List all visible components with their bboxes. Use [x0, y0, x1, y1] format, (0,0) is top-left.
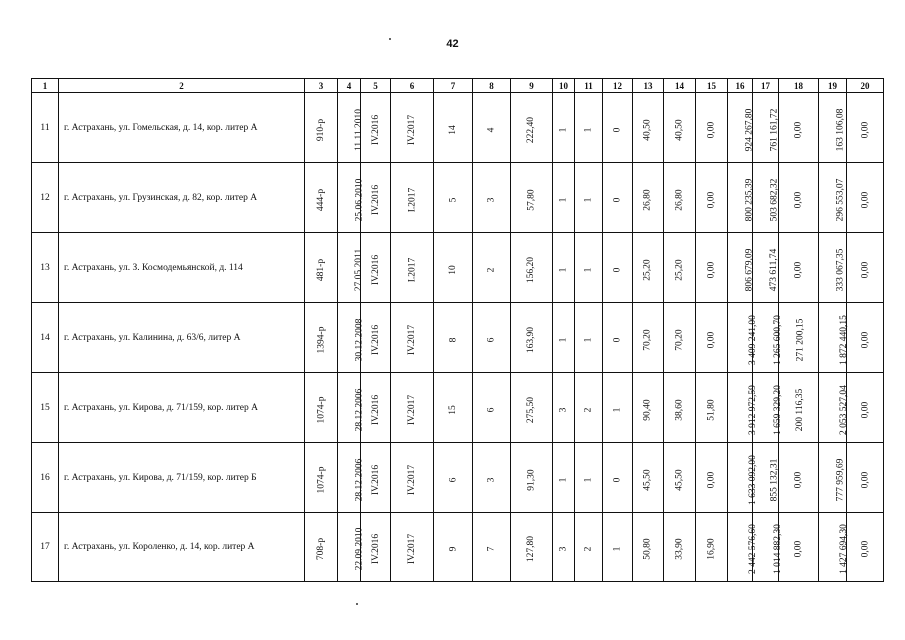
table-cell	[338, 163, 365, 233]
cell-text: 0,00	[860, 471, 870, 488]
table-cell	[633, 303, 664, 373]
cell-text: 91,30	[526, 468, 537, 491]
cell-text: 2	[583, 407, 594, 412]
cell-text: 51,80	[706, 398, 717, 421]
cell-text: 708-р	[315, 537, 326, 561]
cell-text: 1 014 882,30	[772, 524, 783, 574]
cell-text: 0,00	[860, 261, 870, 278]
table-row	[32, 513, 884, 582]
cell-text: 3	[486, 197, 497, 202]
table-cell	[361, 303, 391, 373]
table-cell	[553, 233, 575, 303]
table-cell	[696, 373, 728, 443]
table-cell	[664, 303, 696, 373]
table-cell	[696, 513, 728, 582]
table-cell	[434, 233, 473, 303]
column-header: 20	[847, 79, 884, 93]
table-cell	[696, 443, 728, 513]
cell-text: 27.05.2011	[354, 248, 365, 291]
table-cell	[664, 163, 696, 233]
table-cell	[847, 233, 884, 303]
cell-text: IV.2017	[407, 533, 417, 565]
cell-text: 50,80	[643, 538, 653, 560]
table-row	[32, 373, 884, 443]
cell-text: IV.2016	[371, 254, 382, 285]
table-cell: г. Астрахань, ул. Грузинская, д. 82, кор. литер А	[59, 163, 305, 233]
cell-text: IV.2017	[407, 114, 417, 145]
column-header: 3	[305, 79, 338, 93]
table-cell	[553, 443, 575, 513]
table-cell	[361, 233, 391, 303]
cell-text: 0,00	[706, 471, 717, 488]
column-header: 18	[779, 79, 819, 93]
table-cell	[361, 163, 391, 233]
table-cell	[664, 443, 696, 513]
header-row	[32, 79, 884, 93]
cell-text: 0	[612, 267, 623, 272]
table-cell	[753, 93, 779, 163]
column-header: 14	[664, 79, 696, 93]
table-cell	[575, 373, 603, 443]
cell-text: 1	[612, 546, 623, 552]
table-cell	[779, 303, 819, 373]
table-row	[32, 163, 884, 233]
table-cell	[391, 443, 434, 513]
cell-text: 222,40	[526, 116, 537, 143]
cell-text: 1	[558, 267, 569, 272]
cell-text: IV.2017	[407, 324, 417, 355]
scan-speck	[389, 38, 391, 40]
table-cell	[696, 233, 728, 303]
page-number: 42	[446, 38, 459, 50]
table-cell: 17	[32, 513, 59, 582]
table-cell	[305, 443, 338, 513]
table-cell: г. Астрахань, ул. Калинина, д. 63/6, литер А	[59, 303, 305, 373]
column-header: 2	[59, 79, 305, 93]
cell-text: 1	[612, 407, 623, 412]
table-cell	[434, 443, 473, 513]
table-cell	[338, 513, 365, 582]
cell-text: 45,50	[674, 468, 685, 491]
cell-text: 14	[448, 124, 458, 135]
table-cell	[603, 513, 633, 582]
table-cell	[633, 233, 664, 303]
table-cell	[473, 513, 511, 582]
table-cell: г. Астрахань, ул. З. Космодемьянской, д. 114	[59, 233, 305, 303]
cell-text: 0	[612, 337, 623, 342]
cell-text: 0,00	[793, 471, 804, 488]
table-cell	[361, 373, 391, 443]
table-cell	[633, 163, 664, 233]
cell-text: 3	[486, 477, 497, 482]
cell-text: 3	[558, 407, 569, 412]
cell-text: 800 235,39	[744, 178, 755, 221]
table-cell	[391, 233, 434, 303]
table-cell	[753, 233, 779, 303]
table-cell	[847, 513, 884, 582]
cell-text: 333 067,35	[835, 248, 846, 291]
table-cell	[603, 443, 633, 513]
table-cell	[603, 303, 633, 373]
table-cell	[664, 513, 696, 582]
column-header: 6	[391, 79, 434, 93]
cell-text: 2 053 527,04	[838, 384, 849, 435]
data-table	[31, 78, 884, 582]
cell-text: 22.09.2010	[354, 527, 365, 571]
table-cell	[391, 93, 434, 163]
cell-text: 8	[448, 337, 458, 342]
table-row	[32, 443, 884, 513]
table-cell: 12	[32, 163, 59, 233]
cell-text: 26,80	[674, 188, 685, 211]
cell-text: 1	[558, 337, 569, 342]
column-header: 17	[753, 79, 779, 93]
table-cell	[728, 233, 753, 303]
cell-text: IV.2016	[371, 324, 382, 355]
table-cell	[603, 233, 633, 303]
cell-text: 0,00	[793, 261, 804, 278]
column-header: 19	[819, 79, 847, 93]
table-cell	[305, 93, 338, 163]
column-header: 4	[338, 79, 361, 93]
cell-text: 9	[448, 546, 458, 552]
column-header: 1	[32, 79, 59, 93]
table-cell	[847, 93, 884, 163]
table-cell	[819, 163, 847, 233]
table-cell: 15	[32, 373, 59, 443]
table-cell	[391, 373, 434, 443]
table-cell	[305, 513, 338, 582]
table-cell	[819, 93, 847, 163]
cell-text: 30.12.2008	[354, 318, 365, 361]
cell-text: 5	[448, 197, 458, 202]
table-cell	[361, 443, 391, 513]
table-cell	[779, 233, 819, 303]
table-row	[32, 303, 884, 373]
table-row	[32, 233, 884, 303]
cell-text: 1	[583, 267, 594, 272]
cell-text: 25.06.2010	[354, 178, 365, 221]
cell-text: 6	[486, 407, 497, 412]
table-cell	[603, 93, 633, 163]
cell-text: 6	[448, 477, 458, 482]
table-cell	[434, 303, 473, 373]
cell-text: IV.2016	[371, 184, 382, 215]
cell-text: 38,60	[674, 398, 685, 421]
column-header: 5	[361, 79, 391, 93]
table-cell	[305, 373, 338, 443]
cell-text: 1 427 694,30	[838, 524, 849, 574]
table-cell	[305, 303, 338, 373]
table-cell	[633, 93, 664, 163]
cell-text: 3 409 241,00	[747, 314, 758, 365]
table-cell	[434, 93, 473, 163]
table-cell	[779, 373, 819, 443]
cell-text: 16,90	[706, 538, 717, 560]
cell-text: 6	[486, 337, 497, 342]
cell-text: IV.2016	[371, 394, 382, 425]
table-cell	[728, 373, 758, 443]
cell-text: 0	[612, 197, 623, 202]
cell-text: 0,00	[860, 540, 870, 558]
cell-text: 761 161,72	[769, 108, 780, 151]
table-cell	[633, 513, 664, 582]
table-cell	[847, 443, 884, 513]
cell-text: 3	[558, 546, 569, 552]
table-cell	[779, 443, 819, 513]
table-cell	[553, 93, 575, 163]
table-cell	[696, 303, 728, 373]
table-cell	[473, 163, 511, 233]
table-cell	[819, 303, 847, 373]
column-header: 11	[575, 79, 603, 93]
cell-text: 0	[612, 127, 623, 132]
cell-text: 28.12.2006	[354, 458, 365, 501]
cell-text: 0,00	[793, 540, 804, 558]
table-cell	[338, 373, 365, 443]
table-cell	[511, 233, 553, 303]
column-header: 10	[553, 79, 575, 93]
cell-text: 25,20	[674, 258, 685, 281]
cell-text: 481-р	[315, 258, 326, 281]
cell-text: 1	[558, 197, 569, 202]
table-cell: 16	[32, 443, 59, 513]
table-cell	[664, 93, 696, 163]
table-cell	[338, 233, 365, 303]
cell-text: 57,80	[526, 188, 537, 211]
cell-text: 0,00	[706, 191, 717, 208]
table-cell	[779, 93, 819, 163]
column-header: 12	[603, 79, 633, 93]
cell-text: 163,90	[526, 326, 537, 353]
table-cell: г. Астрахань, ул. Кирова, д. 71/159, кор. литер А	[59, 373, 305, 443]
table-cell	[338, 303, 365, 373]
table-cell	[575, 163, 603, 233]
table-cell	[391, 513, 434, 582]
cell-text: 28.12.2006	[354, 388, 365, 431]
column-header: 13	[633, 79, 664, 93]
cell-text: 10	[448, 264, 458, 275]
column-header: 7	[434, 79, 473, 93]
cell-text: I.2017	[406, 257, 417, 282]
cell-text: 1	[558, 127, 569, 132]
cell-text: 806 679,09	[744, 248, 755, 291]
cell-text: 40,50	[674, 118, 685, 141]
table-cell	[305, 163, 338, 233]
table-cell	[553, 163, 575, 233]
table-cell	[603, 373, 633, 443]
cell-text: 1	[583, 127, 594, 132]
cell-text: 0,00	[860, 331, 870, 348]
cell-text: 127,80	[526, 535, 537, 563]
table-cell	[305, 233, 338, 303]
table-cell	[728, 303, 758, 373]
cell-text: 0	[612, 477, 623, 482]
table-cell	[847, 303, 884, 373]
table-cell	[819, 443, 847, 513]
table-cell	[603, 163, 633, 233]
cell-text: 1 659 329,20	[772, 384, 783, 435]
table-cell	[575, 93, 603, 163]
cell-text: 45,50	[643, 468, 653, 491]
cell-text: 1 872 440,15	[838, 314, 849, 365]
table-cell	[361, 513, 391, 582]
table-cell	[664, 373, 696, 443]
table-cell	[361, 93, 391, 163]
table-cell	[696, 93, 728, 163]
cell-text: IV.2016	[371, 464, 382, 495]
cell-text: 1074-р	[315, 466, 326, 493]
table-cell	[434, 163, 473, 233]
table-cell	[473, 373, 511, 443]
table-cell	[728, 513, 758, 582]
table-cell	[511, 443, 553, 513]
table-cell	[847, 163, 884, 233]
table-cell	[553, 513, 575, 582]
column-header: 9	[511, 79, 553, 93]
cell-text: 2 442 576,60	[747, 524, 758, 574]
table-cell: 11	[32, 93, 59, 163]
cell-text: 1074-р	[315, 396, 326, 423]
cell-text: 1	[583, 197, 594, 202]
table-cell	[338, 443, 365, 513]
table-cell	[753, 163, 779, 233]
cell-text: IV.2016	[371, 533, 382, 565]
table-cell	[633, 443, 664, 513]
table-cell	[511, 373, 553, 443]
table-cell	[575, 303, 603, 373]
cell-text: 473 611,74	[769, 248, 780, 291]
scan-speck	[356, 603, 358, 605]
table-cell	[511, 513, 553, 582]
table-cell	[553, 303, 575, 373]
cell-text: 0,00	[706, 261, 717, 278]
column-header: 15	[696, 79, 728, 93]
cell-text: 15	[448, 404, 458, 415]
column-header: 8	[473, 79, 511, 93]
cell-text: 2	[583, 546, 594, 552]
table-cell	[819, 513, 847, 582]
cell-text: 275,50	[526, 396, 537, 423]
table-cell	[434, 373, 473, 443]
table-cell	[473, 443, 511, 513]
table-cell	[473, 233, 511, 303]
table-cell	[575, 233, 603, 303]
cell-text: 1	[583, 337, 594, 342]
cell-text: 11.11.2010	[354, 108, 365, 151]
cell-text: 444-р	[315, 188, 326, 211]
cell-text: 4	[486, 127, 497, 132]
table-cell	[391, 303, 434, 373]
table-cell	[473, 93, 511, 163]
table-cell	[391, 163, 434, 233]
cell-text: 2	[486, 267, 497, 272]
cell-text: 40,50	[643, 118, 653, 141]
cell-text: 3 912 972,59	[747, 384, 758, 435]
table-cell	[434, 513, 473, 582]
cell-text: 7	[486, 546, 497, 552]
cell-text: 0,00	[793, 121, 804, 138]
cell-text: 163 106,08	[835, 108, 846, 151]
cell-text: 0,00	[860, 191, 870, 208]
table-cell	[511, 163, 553, 233]
cell-text: 296 553,07	[835, 178, 846, 221]
table-cell: 14	[32, 303, 59, 373]
cell-text: 0,00	[706, 331, 717, 348]
table-cell	[728, 163, 753, 233]
table-cell	[819, 373, 847, 443]
table-cell	[633, 373, 664, 443]
cell-text: 25,20	[643, 258, 653, 281]
cell-text: 0,00	[860, 401, 870, 418]
table-cell: 13	[32, 233, 59, 303]
table-cell	[728, 443, 758, 513]
cell-text: 924 267,80	[744, 108, 755, 151]
cell-text: 1 265 600,70	[772, 314, 783, 365]
cell-text: 70,20	[643, 328, 653, 351]
table-cell	[819, 233, 847, 303]
cell-text: 0,00	[793, 191, 804, 208]
cell-text: 70,20	[674, 328, 685, 351]
table-cell	[338, 93, 365, 163]
table-cell	[575, 513, 603, 582]
cell-text: 33,90	[674, 538, 685, 560]
cell-text: 1	[558, 477, 569, 482]
cell-text: 1 633 092,00	[747, 454, 758, 505]
table-cell	[553, 373, 575, 443]
cell-text: 855 132,31	[769, 458, 780, 501]
column-header: 16	[728, 79, 753, 93]
cell-text: 1394-р	[315, 326, 326, 353]
table-cell	[779, 163, 819, 233]
table-cell	[664, 233, 696, 303]
table-cell: г. Астрахань, ул. Кирова, д. 71/159, кор. литер Б	[59, 443, 305, 513]
cell-text: 0,00	[706, 121, 717, 138]
cell-text: IV.2017	[407, 464, 417, 495]
cell-text: IV.2016	[371, 114, 382, 145]
cell-text: 156,20	[526, 256, 537, 283]
table-cell	[847, 373, 884, 443]
table-cell	[473, 303, 511, 373]
cell-text: IV.2017	[407, 394, 417, 425]
table-cell	[575, 443, 603, 513]
table-cell	[779, 513, 819, 582]
table-cell	[511, 93, 553, 163]
table-row	[32, 93, 884, 163]
table-cell	[696, 163, 728, 233]
cell-text: 777 959,69	[835, 458, 846, 501]
cell-text: 1	[583, 477, 594, 482]
cell-text: 271 200,15	[795, 318, 806, 361]
cell-text: 0,00	[860, 121, 870, 138]
cell-text: 90,40	[643, 398, 653, 421]
table-cell	[511, 303, 553, 373]
cell-text: 503 682,32	[769, 178, 780, 221]
table-cell	[728, 93, 753, 163]
cell-text: I.2017	[406, 187, 417, 212]
cell-text: 910-р	[315, 118, 326, 141]
cell-text: 200 116,35	[795, 388, 806, 431]
table-cell: г. Астрахань, ул. Гомельская, д. 14, кор. литер А	[59, 93, 305, 163]
cell-text: 26,80	[643, 188, 653, 211]
table-cell: г. Астрахань, ул. Короленко, д. 14, кор. литер А	[59, 513, 305, 582]
